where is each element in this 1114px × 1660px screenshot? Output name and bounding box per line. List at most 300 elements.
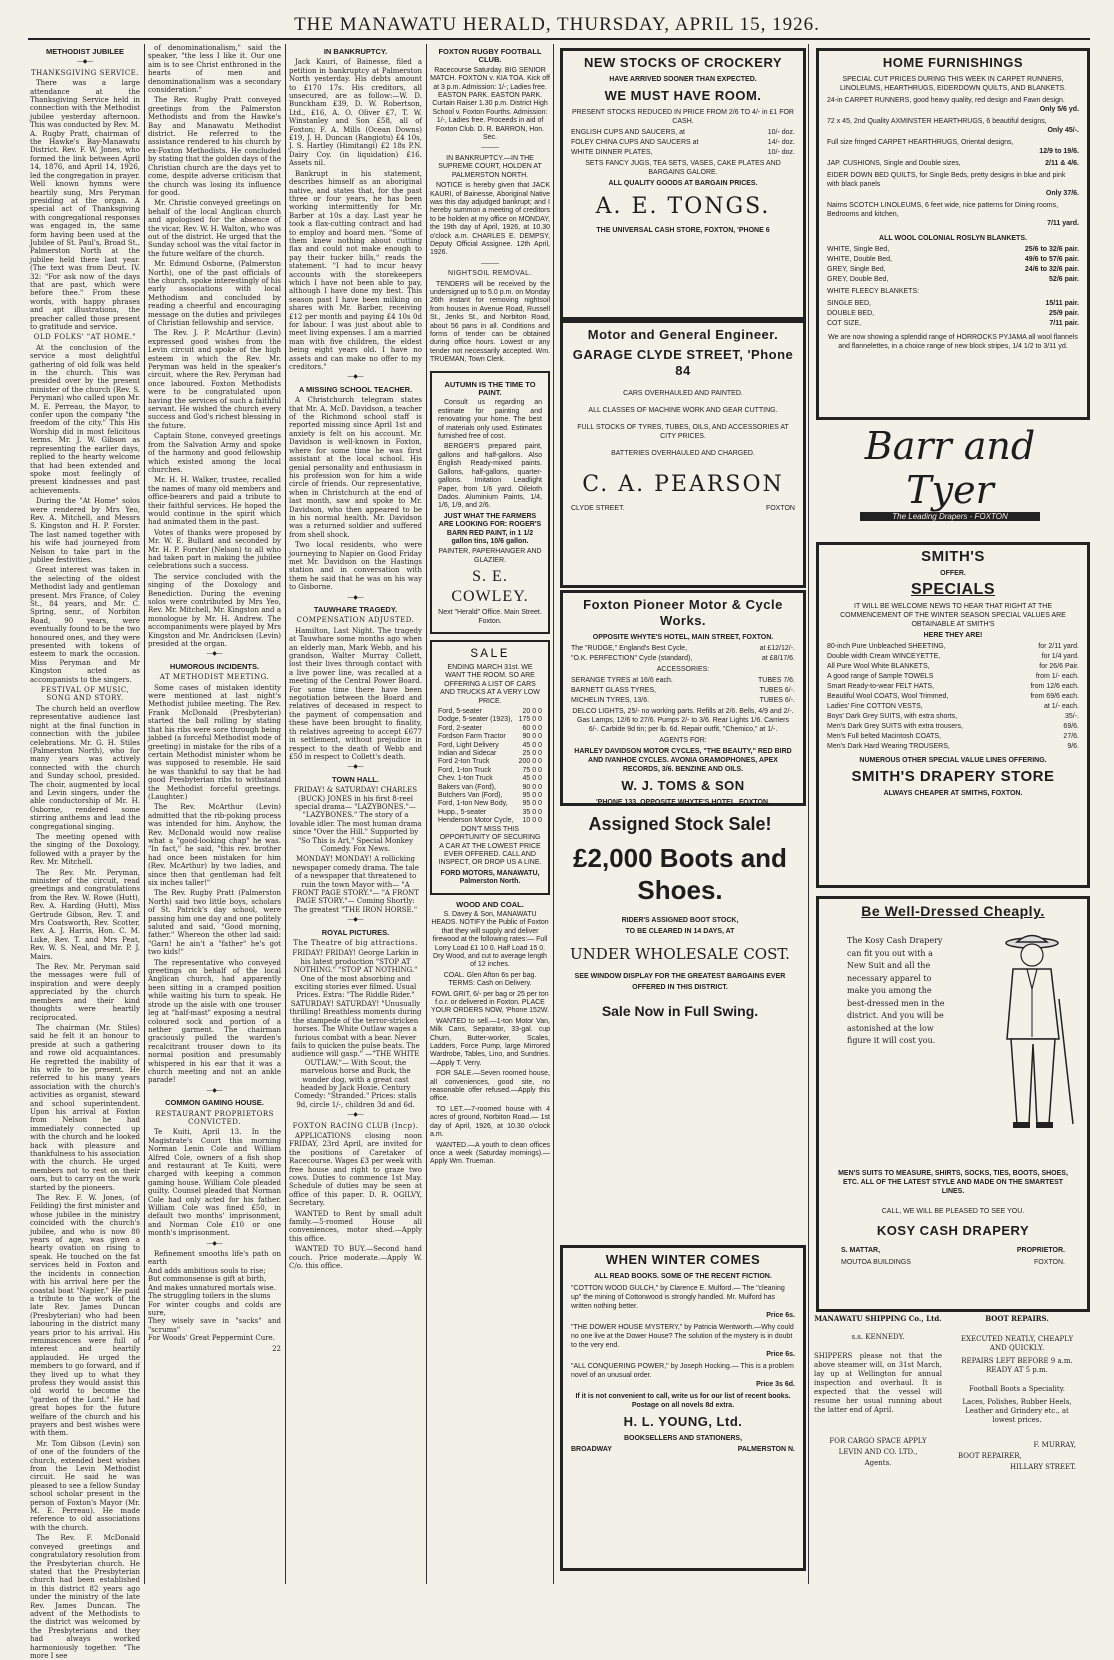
ad-headline: MANAWATU SHIPPING Co., Ltd. xyxy=(814,1314,942,1323)
article-paragraph: Mr. Christie conveyed greetings on behalf of the local Anglican church and apologised for the absence of the vicar, Rev. W. H. Walton, who was out of the district. He urged that the Sunday school was the vital factor in the future welfare of the church. xyxy=(148,199,281,258)
address-row xyxy=(571,1445,795,1454)
price-item: Indian and Sidecar xyxy=(438,750,497,758)
article-paragraph: Mr. Tom Gibson (Levin) son of one of the founders of the church, extended best wishes from the Levin Methodist circuit. He said he was pleased to see a fellow Sunday school scholar present in the person of Foxton's Mayor (Mr. M. E. Perreau). He made reference to old associations with the church. xyxy=(30,1439,140,1532)
price-row xyxy=(438,742,542,750)
advertiser-name: A. E. TONGS. xyxy=(595,194,771,219)
price-item: COT SIZE, xyxy=(827,320,862,327)
price-row xyxy=(438,708,542,716)
price-row xyxy=(571,686,795,695)
price-row xyxy=(827,642,1079,651)
price-row xyxy=(571,138,795,147)
ad-headline: Be Well-Dressed Cheaply. xyxy=(861,903,1045,919)
article-paragraph: Some cases of mistaken identity were mentioned at last night's Methodist jubilee meeting. The Rev. Frank McDonald (Presbyterian) started the ball rolling by stating that his ribs were sore through being jabbed (a forceful Methodist mode of greeting) in mistake for the ribs of a certain Methodist minister whom he was supposed to resemble. He said he was thankful to say that he had good Presbyterian ribs to withstand the Methodist forceful greetings. (Laughter.) xyxy=(148,683,281,801)
price-value: 45 0 0 xyxy=(522,741,542,749)
price-value: 25/9 pair. xyxy=(1049,310,1079,317)
price-value: from 1/- each. xyxy=(1035,673,1079,680)
subheadline: AT METHODIST MEETING. xyxy=(159,673,270,682)
ad-text: We are now showing a splendid range of HORROCKS PYJAMA all wool flannels and flannelettes, in a choice range of new block stripes, 1/4 1/2 to 3/11 yd. xyxy=(828,334,1078,350)
classified-ad: APPLICATIONS closing noon FRIDAY, 23rd April, are invited for the positions of Caretaker of Racecourse. Wages £3 per week with free house and right to graze two cows. Duties to commence 1st May. Schedule of duties may be seen at office of this paper. D. R. OGILVY, Secretary. xyxy=(289,1131,422,1208)
masthead-rule xyxy=(28,38,1090,40)
price-row xyxy=(571,644,795,653)
price-item: WHITE, Double Bed, xyxy=(827,256,892,263)
ad-text: HILLARY STREET. xyxy=(1010,1463,1076,1471)
ad-headline: NEW STOCKS OF CROCKERY xyxy=(583,55,783,70)
ad-text: SHIPPERS please not that the above steamer will, on 31st March, lay up at Wellington for annual inspection and overhaul. It is expected that the vessel will resume her usual running about the latter end of April. xyxy=(814,1352,942,1414)
ad-text: RIDER'S ASSIGNED BOOT STOCK, xyxy=(621,917,739,924)
article-paragraph: Votes of thanks were proposed by Mr. W. E. Bullard and seconded by Mr. H. P. Forster (Nelson) to all who had taken part in making the jubilee celebrations such a success. xyxy=(148,528,281,571)
book-price: Price 6s. xyxy=(766,1351,795,1358)
price-row xyxy=(571,696,795,705)
price-item: SERANGE TYRES at 16/6 each. xyxy=(571,677,673,684)
subheadline: The Theatre of big attractions. xyxy=(293,939,418,948)
article-paragraph: Mr. H. H. Walker, trustee, recalled the names of many old members and office-bearers and paid a tribute to their faithful services. He hoped the would continue in the spirit which had animated them in the past. xyxy=(148,476,281,527)
price-value: 200 0 0 xyxy=(518,758,542,766)
price-item: Butchers Van (Ford), xyxy=(438,792,503,800)
ad-text: SETS FANCY JUGS, TEA SETS, VASES, CAKE PLATES AND BARGAINS GALORE. xyxy=(585,160,781,176)
price-row xyxy=(827,275,1079,284)
ad-text: OFFERED IN THIS DISTRICT. xyxy=(632,984,728,991)
product-entry: 24-in CARPET RUNNERS, good heavy quality, red design and Fawn design. xyxy=(827,97,1065,104)
price-item: FOLEY CHINA CUPS AND SAUCERS at xyxy=(571,139,699,146)
ad-text: SPECIAL CUT PRICES DURING THIS WEEK IN CARPET RUNNERS, LINOLEUMS, HEARTHRUGS, EIDERDOWN QUILTS, AND BLANKETS. xyxy=(839,76,1067,92)
subheadline: FESTIVAL OF MUSIC, SONG AND STORY. xyxy=(40,686,130,703)
price-value: 175 0 0 xyxy=(518,716,542,724)
headline: ROYAL PICTURES. xyxy=(321,927,390,937)
price-row xyxy=(827,682,1079,691)
car-price-list xyxy=(438,708,542,826)
ad-text: PAINTER, PAPERHANGER AND GLAZIER. xyxy=(438,548,542,564)
book-entry: "COTTON WOOD GULCH," by Clarence E. Mulford.— The "cleaning up" the mining of Cottonwood is strongly handled. Mr. Mulford has written nothing better. xyxy=(571,1285,785,1310)
price-value: at 1/- each. xyxy=(1043,703,1079,710)
ad-headline: SMITH'S xyxy=(921,548,985,565)
price-value: 15/11 pair. xyxy=(1045,300,1079,307)
product-price: Only 37/6. xyxy=(1045,190,1079,197)
ad-text: BERGER'S prepared paint, gallons and half-gallons. Also English Ready-mixed paints. Gallons, half-gallons, quarter-gallons. Imitation Leadlight Paper, from 1/6 yard. Oileloth Dados. Aluminium Paints, 1/4, 1/6, 1/9, and 2/6. xyxy=(438,443,542,510)
ad-text: FULL STOCKS OF TYRES, TUBES, OILS, AND ACCESSORIES AT CITY PRICES. xyxy=(577,424,789,440)
advertiser-name: S. E. COWLEY. xyxy=(451,568,529,606)
product-price: Only 45/-. xyxy=(1047,127,1079,134)
price-value: at £12/12/-. xyxy=(759,645,795,652)
price-value: 7/11 pair. xyxy=(1049,320,1079,327)
ad-headline: GARAGE CLYDE STREET, 'Phone 84 xyxy=(572,347,794,378)
price-row xyxy=(827,662,1079,671)
price-value: 25/6 to 32/6 pair. xyxy=(1024,246,1079,253)
address: BROADWAY xyxy=(571,1446,612,1453)
books-ad xyxy=(560,1245,806,1571)
article-paragraph: The representative who conveyed greetings on behalf of the local Anglican church, had apparently been sitting in a cramped position while waiting his turn to speak. He strode up the aisle with one trouser leg at "half-mast" exposing a neutral coloured sock and portion of a nether garment. The chairman graciously pulled the warden's recalcitrant trouser down to its normal position and presumably whispered in his ear that it was a church meeting and not an ankle parade! xyxy=(148,958,281,1085)
headline: COMMON GAMING HOUSE. xyxy=(165,1098,264,1108)
headline: HUMOROUS INCIDENTS. xyxy=(169,661,260,671)
article-paragraph: of denominationalism," said the speaker, "the less I like it. Our one aim is to see Christ enthroned in the hearts of men and denominationalism was a secondary consideration." xyxy=(148,44,281,95)
ad-text: ALL CLASSES OF MACHINE WORK AND GEAR CUTTING. xyxy=(588,407,778,414)
price-value: 14/- doz. xyxy=(767,139,795,146)
barr-tyer-logo: Barr and Tyer xyxy=(864,424,1036,512)
ad-text: OFFER. xyxy=(940,570,966,577)
price-item: GREY, Double Bed, xyxy=(827,276,889,283)
price-value: 10/- doz. xyxy=(767,149,795,156)
ad-text: BATTERIES OVERHAULED AND CHARGED. xyxy=(611,450,755,457)
price-value: 60 0 0 xyxy=(522,724,542,732)
product-price: 12/9 to 19/6. xyxy=(1039,148,1079,155)
price-value: 52/6 pair. xyxy=(1049,276,1079,283)
ad-headline: WHEN WINTER COMES xyxy=(605,1252,761,1267)
price-row xyxy=(827,299,1079,308)
address-row xyxy=(571,504,795,513)
paint-ad xyxy=(430,371,550,634)
boots-sale-ad xyxy=(560,806,800,1046)
advertiser-name: LEVIN AND CO. LTD., xyxy=(838,1448,918,1456)
price-item: GREY, Single Bed, xyxy=(827,266,886,273)
price-row xyxy=(438,817,542,825)
ad-text: ENDING MARCH 31st. WE WANT THE ROOM. SO ARE OFFERING A LIST OF CARS AND TRUCKS AT A VERY LOW PRICE. xyxy=(440,663,540,705)
price-value: 90 0 0 xyxy=(522,733,542,741)
advertiser-name: SMITH'S DRAPERY STORE xyxy=(851,768,1055,785)
article-paragraph: Jack Kauri, of Bainesse, filed a petition in bankruptcy at Palmerston North yesterday. His debts amount to £170 17s. His creditors, all unsecured, are as follow:—W. D. Bunckham £39, D. W. Robertson, Ltd., £16, A. O. Oliver £7, T. W. Winstanley and Son £58, all of Foxton; F. A. Mills (Ocean Downs) £19, J. H. Duncan (Rangiotu) £4 10s, J. S. Hartley (Himitangi) £2 18s P.N. Dairy Coy. (in liquidation) £16. Assets nil. xyxy=(289,58,422,168)
price-item: Henderson Motor Cycle, xyxy=(438,817,514,825)
price-row xyxy=(571,148,795,157)
address: MOUTOA BUILDINGS xyxy=(841,1259,911,1266)
advertiser-name: F. MURRAY, xyxy=(1033,1441,1076,1449)
article-paragraph: The Rev. Rugby Pratt conveyed greetings from the Palmerston Methodists and from the Hawke's Bay and Manawatu Methodist district. He referred to the assistance rendered to his church by ex-Foxton Methodists. He concluded by stating that the golden days of the Christian church are the days yet to come, despite adverse criticism that the church was losing its influence for good. xyxy=(148,96,281,197)
price-row xyxy=(438,725,542,733)
divider: —◆— xyxy=(206,1239,223,1247)
tender-notice: TENDERS will be received by the undersigned up to 5.0 p.m. on Monday 26th instant for removing nightsoil from houses in Avenue Road, Russell St., Jenks St., and Norbiton Road, about 56 pans in all. Conditions and forms of tender can be obtained during office hours. Lowest or any tender not necessarily accepted. Wm. TRUEMAN, Town Clerk. xyxy=(430,280,550,364)
ad-headline: Assigned Stock Sale! xyxy=(588,814,772,834)
divider: ——— xyxy=(481,260,499,267)
price-value: 95 0 0 xyxy=(522,792,542,800)
article-paragraph: Mr. Edmund Osborne, (Palmerston North), one of the past officials of the church, spoke interestingly of his early associations with local Methodism and concluded by reading a cheerful and encouraging message on the duties and privileges of Christian fellowship and service. xyxy=(148,260,281,327)
price-item: Boys' Dark Grey SUITS, with extra shorts, xyxy=(827,713,958,720)
price-value: 49/6 to 57/6 pair. xyxy=(1024,256,1079,263)
price-row xyxy=(827,712,1079,721)
masthead: THE MANAWATU HERALD, THURSDAY, APRIL 15, 1926. xyxy=(294,14,820,35)
price-item: Men's Full belted Macintosh COATS, xyxy=(827,733,942,740)
address-row xyxy=(841,1246,1065,1255)
ad-text: FOR CARGO SPACE APPLY xyxy=(829,1437,927,1445)
price-value: 10/- doz. xyxy=(767,129,795,136)
price-item: SINGLE BED, xyxy=(827,300,871,307)
price-row xyxy=(438,750,542,758)
subheadline: OLD FOLKS' "AT HOME." xyxy=(33,333,137,342)
price-row xyxy=(827,702,1079,711)
ad-subheading: AGENTS FOR: xyxy=(659,737,707,744)
column-rule xyxy=(808,44,809,1584)
column-rule xyxy=(285,44,286,1584)
article-paragraph: The Rev. F. W. Jones, (of Feilding) the first minister and whose jubilee in the ministry coincided with the church's jubilee, and who is now 80 years of age, was given a hearty ovation on rising to speak. He touched on the fat services held in Foxton and the incidents in connection with his arrival here per the coastal boat "Napier." He paid a tribute to the work of the late Rev. James Duncan (Presbyterian) who had been labouring in the district many years prior to his arrival. His reminiscences were full of interest and heartily applauded. He urged the members to go forward, and if they lived up to what they profess they would assist this old world to become the "garden of the Lord." He had great hopes for the future welfare of the church and his prayers and best wishes were with them. xyxy=(30,1194,140,1438)
town: FOXTON. xyxy=(1034,1259,1065,1266)
headline: A MISSING SCHOOL TEACHER. xyxy=(298,384,413,394)
ad-text: ALL READ BOOKS. SOME OF THE RECENT FICTION. xyxy=(594,1273,772,1280)
ad-subheading: WHITE FLEECY BLANKETS: xyxy=(827,288,920,295)
price-item: Fordson Farm Tractor xyxy=(438,733,506,741)
article-paragraph: The meeting opened with the singing of the Doxology, followed with a prayer by the Rev. Mr. Mitchell. xyxy=(30,832,140,867)
book-entry: "THE DOWER HOUSE MYSTERY," by Patricia Wentworth.—Why could no one live at the Dower House? The solution of the mystery is in doubt to the very end. xyxy=(571,1324,794,1349)
product-price: 2/11 & 4/6. xyxy=(1045,160,1079,167)
article-paragraph: The Rev. J. P. McArthur (Levin) expressed good wishes from the Levin circuit and spoke of the high esteem in which the Rev. Mr. Peryman was held in the speaker's circuit, where the Rev. Peryman had once laboured. Foxton Methodists were to be congratulated upon having the services of such a faithful servant. He wished the church every success and God's richest blessing in the future. xyxy=(148,329,281,430)
price-item: Smart Ready-to-wear FELT HATS, xyxy=(827,683,934,690)
ad-footer: 'PHONE 133. OPPOSITE WHYTE'S HOTEL, FOXTON. xyxy=(596,799,770,806)
ad-text: FORD MOTORS, MANAWATU, Palmerston North. xyxy=(440,869,540,886)
ad-text: HAVE ARRIVED SOONER THAN EXPECTED. xyxy=(609,76,757,83)
price-row xyxy=(571,676,795,685)
ad-text: MEN'S SUITS TO MEASURE, SHIRTS, SOCKS, TIES, BOOTS, SHOES, ETC. ALL OF THE LATEST STYLE AND MADE ON THE SMARTEST LINES. xyxy=(838,1170,1068,1195)
price-item: Ford, 2-seater xyxy=(438,724,482,732)
product-entry: Nairns SCOTCH LINOLEUMS, 6 feet wide, nice patterns for Dining rooms, Bedrooms and kitchen, xyxy=(827,202,1059,218)
price-item: Ford 2-ton Truck xyxy=(438,758,490,766)
product-entry: JAP. CUSHIONS, Single and Double sizes, xyxy=(827,160,961,167)
price-item: The "RUDGE," England's Best Cycle, xyxy=(571,645,688,652)
ad-subheading: s.s. KENNEDY. xyxy=(851,1333,905,1341)
ad-text: NUMEROUS OTHER SPECIAL VALUE LINES OFFERING. xyxy=(859,757,1047,764)
home-furnishings-ad xyxy=(816,48,1090,420)
headline: METHODIST JUBILEE xyxy=(46,47,124,56)
price-item: Ford, Light Delivery xyxy=(438,741,499,749)
price-item: WHITE, Single Bed, xyxy=(827,246,890,253)
headline: TOWN HALL. xyxy=(332,774,379,784)
car-sale-ad xyxy=(430,640,550,895)
article-paragraph: Captain Stone, conveyed greetings from the Salvation Army and spoke of the harmony and good fellowship which existed among the local churches. xyxy=(148,432,281,474)
article-paragraph: The Rev. Mr. Peryman said the messages were full of inspiration and were deeply appreciated by the church members and their kind thoughts were heartily reciprocated. xyxy=(30,963,140,1022)
price-row xyxy=(827,309,1079,318)
book-entry: "ALL CONQUERING POWER," by Joseph Hocking.— This is a problem novel of an unusual order. xyxy=(571,1363,794,1379)
divider: —◆— xyxy=(347,593,364,601)
subheadline: RESTAURANT PROPRIETORS CONVICTED. xyxy=(155,1109,274,1126)
ad-text: JUST WHAT THE FARMERS ARE LOOKING FOR: ROGER'S BARN RED PAINT, in 1 1/2 gallon tins, 10/6 gallon. xyxy=(438,512,542,545)
price-row xyxy=(438,800,542,808)
boot-repairs-ad xyxy=(950,1312,1084,1582)
price-item: Double width Cream WINCEYETTE, xyxy=(827,653,941,660)
price-value: 95 0 0 xyxy=(522,800,542,808)
ad-subheading: ALL WOOL COLONIAL ROSLYN BLANKETS. xyxy=(879,235,1027,242)
divider: —◆— xyxy=(347,916,364,924)
ad-text: OPPOSITE WHYTE'S HOTEL, MAIN STREET, FOXTON. xyxy=(592,634,774,641)
article-paragraph: There was a large attendance at the Thanksgiving Service held in connection with the Methodist jubilee yesterday afternoon. This was conducted by Rev. M. A. Rugby Pratt, chairman of the Hawke's Bay-Manawatu District. Rev. F. W. Jones, who formed the link between April 14, 1876, and April 14, 1926, led the congregation in prayer. Well known hymns were heartily sung, Mrs Peryman presiding at the organ. A special act of Thanksgiving with congregational responses was engaged in, the same form having been used at the Jubilee of St. Paul's, Broad St., Palmerston North at the jubilee held there last year. (The text was from Deut. IV. 32: "For ask now of the days that are past, which were before thee." From these words, with happy phrases and apt illustrations, the preacher called those present to gratitude and service. xyxy=(30,79,140,331)
price-item: 80-inch Pure Unbleached SHEETING, xyxy=(827,643,946,650)
ad-text: MONDAY! MONDAY! A rollicking newspaper comedy drama. The tale of a newspaper that threatened to ruin the town Mayor with— "A FRONT PAGE STORY."— "A FRONT PAGE STORY."— Coming Shortly: The greatest "THE IRON HORSE." xyxy=(292,855,419,914)
price-item: "O.K. PERFECTION" Cycle (standard), xyxy=(571,655,693,662)
price-value: for 1/4 yard. xyxy=(1041,653,1079,660)
price-row xyxy=(438,809,542,817)
ad-headline: Sale Now in Full Swing. xyxy=(601,1003,759,1019)
ad-text: DON'T MISS THIS OPPORTUNITY OF SECURING A CAR AT THE LOWEST PRICE EVER OFFERED. CALL AND INSPECT, OR DROP US A LINE. xyxy=(438,825,542,867)
ad-text: CARS OVERHAULED AND PAINTED. xyxy=(623,390,743,397)
divider: —◆— xyxy=(347,373,364,381)
price-value: 20 0 0 xyxy=(522,708,542,715)
price-value: 35 0 0 xyxy=(522,808,542,816)
column-4 xyxy=(430,44,550,1584)
product-entry: Full size fringed CARPET HEARTHRUGS, Oriental designs, xyxy=(827,139,1014,146)
ad-footer: THE UNIVERSAL CASH STORE, FOXTON, 'PHONE 6 xyxy=(596,227,770,234)
price-value: 10 0 0 xyxy=(522,817,542,825)
ad-headline: £2,000 Boots and Shoes. xyxy=(573,843,787,905)
ad-headline: WE MUST HAVE ROOM. xyxy=(604,88,762,103)
article-paragraph: A Christchurch telegram states that Mr. A. McD. Davidson, a teacher of the Richmond school staff is reported missing since April 1st and anxiety is felt on his account. Mr. Davidson is well-known in Foxton, where for some time he was first assistant at the local school. His genial personality and enthusiasm in his profession won for him a wide circle of friends. Our representative, when in Christchurch at the end of last month, saw and spoke to Mr. Davidson, who then appeared to be in his normal health. Mr. Davidson was a returned soldier and suffered from shell shock. xyxy=(289,396,422,539)
legal-notice: NOTICE is hereby given that JACK KAURI, of Bainesse, Aboriginal Native was this day adjudged bankrupt; and I hereby summon a meeting of creditors to be holden at my office on MONDAY, the 19th day of April, 1926, at 10.30 o'clock a.m. CHARLES E. DEMPSY, Deputy Official Assignee. 12th April, 1926. xyxy=(430,182,550,257)
legal-notice: IN BANKRUPTCY.—IN THE SUPREME COURT, HOLDEN AT PALMERSTON NORTH. xyxy=(438,154,542,179)
price-value: 75 0 0 xyxy=(522,766,542,774)
ad-text: CALL, WE WILL BE PLEASED TO SEE YOU. xyxy=(881,1208,1025,1215)
price-row xyxy=(438,784,542,792)
smiths-specials-ad xyxy=(816,542,1090,888)
price-item: DOUBLE BED, xyxy=(827,310,875,317)
ad-text: FRIDAY! & SATURDAY! CHARLES (BUCK) JONES in his first 8-reel special drama— "LAZYBONES."— "LAZYBONES." The story of a lovable idler. The most human drama since "Over the Hill." Supported by "So This is Art," Special Monkey Comedy. Fox News. xyxy=(289,786,422,853)
price-row xyxy=(827,245,1079,254)
divider: —◆— xyxy=(347,763,364,771)
price-value: TUBES 6/-. xyxy=(759,687,795,694)
advertiser-name: H. L. YOUNG, Ltd. xyxy=(623,1414,743,1429)
article-paragraph: The Rev. F. McDonald conveyed greetings and congratulatory resolution from the Presbyterian church. He stated that the Presbyterian church had been established in this district 82 years ago under the ministry of the late Rev. James Duncan. The advent of the Methodists to the district was welcomed by the Presbyterians and they had always worked harmoniously together. "The more I see xyxy=(30,1534,140,1660)
price-value: TUBES 7/6. xyxy=(758,677,795,684)
product-price: Only 5/6 yd. xyxy=(1039,106,1079,113)
article-paragraph: Great interest was taken in the selecting of the oldest Methodist lady and gentleman present. Mrs France, of Coley St., 84 years, and Mr. C. Spring, senr., of Norbiton Road, 90 years, were eventually found to be the two honoured ones, and they were presented with tokens of esteem to mark the occasion. Miss Peryman and Mr Kingston acted as accompanists to the singers. xyxy=(30,566,140,684)
price-row xyxy=(827,159,1079,168)
ad-text: ALL QUALITY GOODS AT BARGAIN PRICES. xyxy=(608,180,758,187)
column-rule xyxy=(553,44,554,1584)
ad-headline: Foxton Pioneer Motor & Cycle Works. xyxy=(583,597,783,628)
article-paragraph: The Rev. McArthur (Levin) admitted that the rib-poking process was intended for him. Anyhow, the Rev. McDonald would now realise what a "good-looking chap" he was. "In fact," he said, "this rev. brother had once been mistaken for him (Rev. McArthur) by two ladies, and since then that gentleman had felt six inches taller!" xyxy=(148,803,281,887)
divider: —◆— xyxy=(206,650,223,658)
price-item: Ladies' Fine COTTON VESTS, xyxy=(827,703,923,710)
price-item: Ford, 1-ton Truck xyxy=(438,766,492,774)
price-item: A good range of Sample TOWELS xyxy=(827,673,934,680)
price-item: WHITE DINNER PLATES, xyxy=(571,149,653,156)
classified-ad: FOR SALE.—Seven roomed house, all conveniences, good site, no reasonable offer refused.—Apply this office. xyxy=(430,1070,550,1103)
price-row xyxy=(827,255,1079,264)
price-item: All Pure Wool White BLANKETS, xyxy=(827,663,930,670)
ad-number: 22 xyxy=(272,1344,281,1353)
address: CLYDE STREET. xyxy=(571,505,625,512)
article-paragraph: The church held an overflow representative audience last night at the final function in connection with the jubilee celebrations. Mr. G. H. Stiles (Palmerston North), who for many years was actively connected with the church and Sunday school, presided. The choir, augmented by local and Levin singers, under the able conductorship of Mr. H. Osborne, rendered some stirring anthems and lead the congregational singing. xyxy=(30,704,140,831)
product-price: 7/11 yard. xyxy=(1047,220,1079,227)
ad-text: IT WILL BE WELCOME NEWS TO HEAR THAT RIGHT AT THE COMMENCEMENT OF THE WINTER SEASON SPECIAL VALUES ARE OBTAINABLE AT SMITH'S xyxy=(840,603,1066,628)
ad-subheading: HERE THEY ARE! xyxy=(923,632,983,639)
classified-ad: WANTED TO BUY.—Second hand couch. Price moderate.—Apply W. C/o. this office. xyxy=(289,1245,422,1271)
ad-headline: BOOT REPAIRS. xyxy=(985,1314,1049,1323)
cycle-works-ad xyxy=(560,590,806,806)
product-entry: 72 x 45, 2nd Quality AXMINSTER HEARTHRUGS, 6 beautiful designs, xyxy=(827,118,1047,125)
article-paragraph: The chairman (Mr. Stiles) said he felt it an honour to preside at such a gathering and rowe old acquaintances. He regretted the inability of his wife to be present. He referred to his many years association with the church's activities as organist, steward and school superintendent. Upon his arrival at Foxton from Nelson he had immediately connected up with the church and he looked back with pleasure and thankfulness to his association with the church. He urged members not to rest on their oars, but to carry on the work started by the pioneers. xyxy=(30,1023,140,1192)
ad-text: FRIDAY! FRIDAY! George Larkin in his latest production "STOP AT NOTHING." "STOP AT NOTHING." One of the most absorbing and exciting stories ever filmed. Usual Prices. Extra: "The Riddle Rider." SATURDAY! SATURDAY! "Unusually thrilling! Breathless moments during the stampede of the terror-stricken horses. The White Outlaw wages a furious combat with a bear. Never fails to quicken the pulse beats. The audience will gasp." —"THE WHITE OUTLAW."— With Scout, the marvelous horse and Buck, the wonder dog, with a great cast headed by Jack Hoxie. Century Comedy: "Stranded." Prices: stalls 9d, circle 1/-, children 3d and 6d. xyxy=(289,949,422,1109)
price-row xyxy=(827,692,1079,701)
price-value: from 69/6 each. xyxy=(1030,693,1079,700)
verse: Refinement smooths life's path on earth And adds ambitious souls to rise; But commonsense is gift at birth, And makes unnatured mortals wise. The struggling toilers in the slums For winter coughs and colds are sure, They wisely save in "sacks" and "scrums" For Woods' Great Peppermint Cure. xyxy=(148,1250,281,1343)
price-item: Hupp., 5-seater xyxy=(438,808,487,816)
price-value: 69/6. xyxy=(1063,723,1079,730)
column-3 xyxy=(289,44,422,1584)
classified-ad: WANTED to sell.—1-ton Motor Van, Milk Cans, Separator, 33-gal. cup Churn, Butter-worker, Scales, Ladders, Force Pump, large Mirrored Wardrobe, Tables, Lino, and Sundries.—Apply T. Verry. xyxy=(430,1017,550,1067)
divider: —◆— xyxy=(76,58,94,66)
ad-text: EXECUTED NEATLY, CHEAPLY AND QUICKLY. xyxy=(960,1335,1074,1352)
column-rule xyxy=(144,44,145,1584)
ad-text: If it is not convenient to call, write us for our list of recent books. Postage on all novels 8d extra. xyxy=(575,1393,791,1409)
proprietor-name: S. MATTAR, xyxy=(841,1247,881,1254)
ad-text: Football Boots a Speciality. xyxy=(969,1385,1065,1393)
price-item: Bakers van (Ford), xyxy=(438,783,496,791)
headline: WOOD AND COAL. xyxy=(456,899,524,909)
subheadline: FOXTON RACING CLUB (Incp). xyxy=(292,1121,419,1130)
classified-ad: TO LET.—7-roomed house with 4 acres of ground, Norbiton Road.— 1st day of April, 1926, at 10.30 o'clock a.m. xyxy=(430,1105,550,1139)
article-paragraph: Two local residents, who were journeying to Napier on Good Friday met Mr. Davidson on the Hastings station and in conversation with them he said that he was on his way to Gisborne. xyxy=(289,541,422,592)
kosy-drapery-ad xyxy=(816,896,1090,1312)
price-item: Dodge, 5-seater (1923), xyxy=(438,716,513,724)
price-row xyxy=(571,128,795,137)
ad-text: Agents. xyxy=(864,1459,892,1467)
price-value: 25 0 0 xyxy=(522,750,542,758)
price-row xyxy=(571,654,795,663)
price-row xyxy=(827,672,1079,681)
column-rule xyxy=(426,44,427,1584)
ad-headline: SALE xyxy=(470,645,510,661)
price-value: 90 0 0 xyxy=(522,783,542,791)
price-row xyxy=(827,265,1079,274)
price-value: from 12/6 each. xyxy=(1030,683,1079,690)
price-row xyxy=(438,733,542,741)
classified-ad: WANTED to Rent by small adult family.—5-roomed House all conveniences, motor shed.—Apply this office. xyxy=(289,1209,422,1243)
price-item: Chev. 1-ton Truck xyxy=(438,775,493,783)
price-row xyxy=(438,792,542,800)
ad-headline: UNDER WHOLESALE COST. xyxy=(570,945,790,963)
ad-text: BOOKSELLERS AND STATIONERS, xyxy=(623,1435,743,1442)
ad-text: SEE WINDOW DISPLAY FOR THE GREATEST BARGAINS EVER xyxy=(574,973,786,980)
logo-tagline: The Leading Drapers - FOXTON xyxy=(860,512,1040,521)
price-row xyxy=(827,732,1079,741)
price-row xyxy=(438,767,542,775)
ad-text: S. Davey & Son, MANAWATU HEADS. NOTIFY the Public of Foxton that they will supply and deliver firewood at the following rates:— Full Lorry Load £1 10 0. Half Load 15 0. Dry Wood, and cut to average length of 12 inches. xyxy=(431,910,549,969)
subheadline: COMPENSATION ADJUSTED. xyxy=(296,616,415,625)
ad-text: REPAIRS LEFT BEFORE 9 a.m. READY AT 5 p.m. xyxy=(961,1357,1073,1374)
price-item: Men's Dark Grey SUITS with extra trousers, xyxy=(827,723,963,730)
headline: IN BANKRUPTCY. xyxy=(323,47,388,56)
ad-text: TO BE CLEARED IN 14 DAYS, AT xyxy=(625,928,735,935)
price-value: 24/6 to 32/6 pair. xyxy=(1024,266,1079,273)
ad-text: Consult us regarding an estimate for painting and renovating your home. The best of materials only used. Estimates furnished free of cost. xyxy=(438,399,542,441)
book-price: Price 6s. xyxy=(766,1312,795,1319)
price-row xyxy=(827,722,1079,731)
article-paragraph: During the "At Home" solos were rendered by Mrs Yeo, Rev. A. Mitchell, and Messrs S. Kingston and H. P. Forster. The last named together with his wife had journeyed from Nelson to take part in the jubilee festivities. xyxy=(30,497,140,564)
headline: TAUWHARE TRAGEDY. xyxy=(313,605,398,614)
headline: AUTUMN IS THE TIME TO PAINT. xyxy=(444,379,536,398)
town: PALMERSTON N. xyxy=(737,1446,795,1453)
ad-text: Racecourse Saturday. BIG SENIOR MATCH. FOXTON v. KIA TOA. Kick off at 3 p.m. Admission: 1/-; Ladies free. EASTON PARK. EASTON PARK. Curtain Raiser 1.30 p.m. District High School v. Foxton Fourths. Admission: 1/-, Ladies free. Proceeds in aid of Foxton Club. D. R. BARRON, Hon. Sec. xyxy=(430,66,550,142)
shipping-notice xyxy=(812,1312,944,1582)
advertiser-name: W. J. TOMS & SON xyxy=(621,778,745,793)
price-row xyxy=(438,758,542,766)
price-value: 45 0 0 xyxy=(522,775,542,783)
price-row xyxy=(827,319,1079,328)
address-row xyxy=(841,1258,1065,1267)
price-value: for 2/11 yard. xyxy=(1038,643,1079,650)
ad-text: BOOT REPAIRER, xyxy=(958,1452,1022,1460)
advertiser-name: C. A. PEARSON xyxy=(582,472,784,497)
column-1 xyxy=(30,44,140,1660)
price-row xyxy=(827,742,1079,751)
price-value: for 26/6 Pair. xyxy=(1039,663,1079,670)
crockery-ad xyxy=(560,48,806,320)
divider: ——— xyxy=(481,145,499,152)
ad-text: The Kosy Cash Drapery can fit you out with a New Suit and all the necessary apparel to make you among the best-dressed men in the district. And you will be astonished at the low figure it will cost you. xyxy=(847,936,945,1045)
article-paragraph: The Rev. Rugby Pratt (Palmerston North) said two little boys, scholars of St. Patrick's day school, were passing him one day and one politely saluted and said, "Good morning, father." Whereon the other lad said: "Garn! he ain't a "father" he's got two kids!" xyxy=(148,889,281,957)
article-paragraph: Te Kuiti, April 13. In the Magistrate's Court this morning Norman Lenin Cole and William Alfred Cole, owners of a fish shop and restaurant at Te Kuiti, were charged with keeping a common gaming house. William Cole pleaded guilty. Counsel pleaded that Norman Cole had only acted for his father. William Cole was fined £50, in default two months' imprisonment, and Norman Cole £10 or one month's imprisonment. xyxy=(148,1128,281,1238)
price-item: ENGLISH CUPS AND SAUCERS, at xyxy=(571,129,685,136)
article-paragraph: Hamilton, Last Night. The tragedy at Tauwhare some months ago when an elderly man, Mark Webb, and his grandson, Walter Murray Collett, lost their lives through contact with a live power line, was recalled at a meeting of the Central Power Board. For some time there have been negotiation between the Board and relatives of deceased in respect to the payment of compensation and these have been brought to finality, th relatives agreeing to accept £677 in settlement, without prejudice in respect to the death of Webb and £50 in respect to Collett's death. xyxy=(289,626,422,761)
ad-headline: SPECIALS xyxy=(910,581,995,598)
town: FOXTON xyxy=(765,505,795,512)
classified-ad: WANTED.—A youth to clean offices once a week (Saturday mornings).—Apply Wm. Trueman. xyxy=(430,1141,550,1166)
price-item: Men's Dark Hard Wearing TROUSERS, xyxy=(827,743,950,750)
article-paragraph: The Rev. Mr. Peryman, minister of the circuit, read greetings and congratulations from the Rev. W. Rowe (Hutt), Rev. A. Harding (Hutt), Miss Gertrude Gibson, Rev. T. and Mrs Coatsworth, Rev. Scotter, Rev. A. J. Harris, Hon. C. M. Luke, Rev. T. and Mrs Peat, Rev. W. S. Neal, and Mr. P. J. Mairs. xyxy=(30,868,140,961)
price-value: at £8/17/6. xyxy=(761,655,795,662)
book-price: Price 3s 6d. xyxy=(756,1381,795,1388)
